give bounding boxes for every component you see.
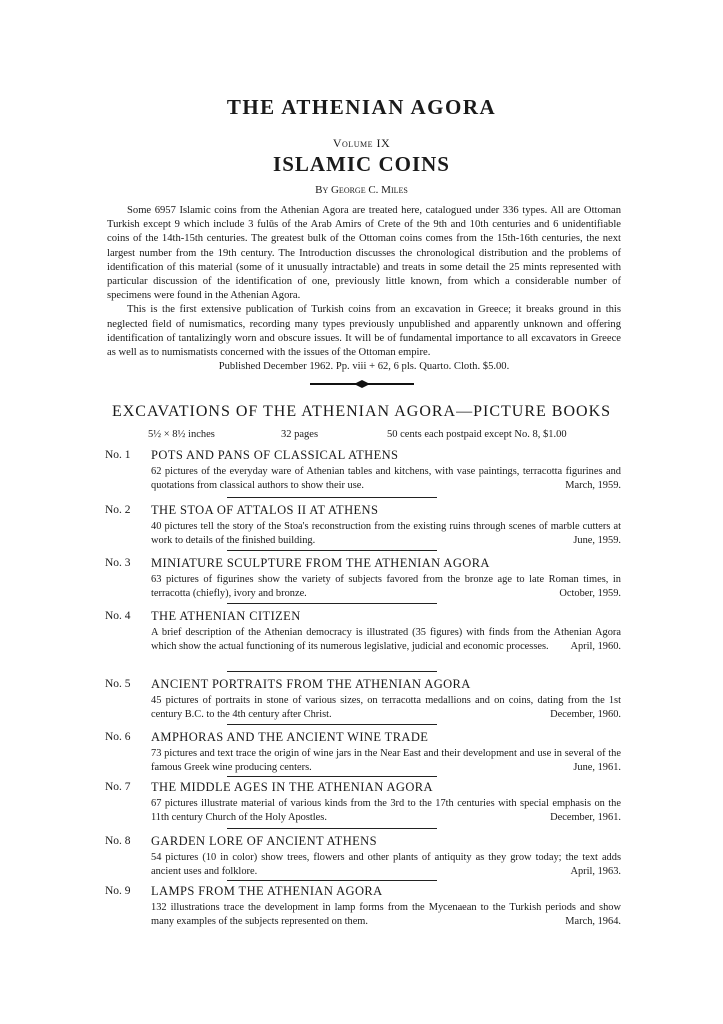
- entry-divider: [227, 776, 437, 777]
- book-description: [151, 520, 621, 548]
- book-number: No. 4: [105, 610, 131, 622]
- book-date: April, 1963.: [570, 865, 621, 877]
- book-title: POTS AND PANS OF CLASSICAL ATHENS: [151, 448, 399, 462]
- book-description: [151, 747, 621, 775]
- book-summary: 54 pictures (10 in color) show trees, flowers and other plants of antiquity as they grow today; the text adds ancient uses and folklore.: [151, 852, 621, 877]
- book-title: THE ATHENIAN CITIZEN: [151, 609, 301, 623]
- ornament-divider: [310, 380, 414, 388]
- book-date: June, 1959.: [573, 534, 621, 546]
- book-date: June, 1961.: [573, 761, 621, 773]
- book-number: No. 8: [105, 835, 131, 847]
- book-summary: A brief description of the Athenian democracy is illustrated (35 figures) with finds from the Athenian Agora which show the actual functioning of its numerous legislative, judicial and economic processes.: [151, 627, 621, 652]
- description-paragraph: This is the first extensive publication of Turkish coins from an excavation in Greece; it breaks ground in this neglected field of numismatics, recording many types previously unpublished and apparently unknown and offering identification of tantalizingly worn and obscure issues. It will be of fundamental importance to all excavators in Greece as well as to numismatists concerned with the issues of the Ottoman empire.: [107, 304, 621, 359]
- entry-divider: [227, 497, 437, 498]
- book-summary: 40 pictures tell the story of the Stoa's reconstruction from the existing ruins through scenes of marble cutters at work to details of the finished building.: [151, 521, 621, 546]
- entry-divider: [227, 671, 437, 672]
- entry-divider: [227, 550, 437, 551]
- book-title: ANCIENT PORTRAITS FROM THE ATHENIAN AGORA: [151, 677, 471, 691]
- book-number: No. 5: [105, 678, 131, 690]
- book-date: March, 1959.: [565, 479, 621, 491]
- book-title: THE STOA OF ATTALOS II AT ATHENS: [151, 503, 379, 517]
- book-description: [151, 694, 621, 722]
- book-description: [151, 573, 621, 601]
- picture-books-title: EXCAVATIONS OF THE ATHENIAN AGORA—PICTURE BOOKS: [111, 403, 612, 420]
- book-date: October, 1959.: [559, 587, 621, 599]
- book-number: No. 7: [105, 781, 131, 793]
- book-date: April, 1960.: [570, 640, 621, 652]
- book-date: March, 1964.: [565, 915, 621, 927]
- page-count: 32 pages: [281, 429, 319, 440]
- entry-divider: [227, 603, 437, 604]
- entry-divider: [227, 880, 437, 881]
- book-description: [151, 626, 621, 654]
- book-title: ISLAMIC COINS: [273, 152, 450, 176]
- book-description: [107, 204, 621, 374]
- book-title: LAMPS FROM THE ATHENIAN AGORA: [151, 884, 383, 898]
- author-byline: By George C. Miles: [315, 184, 408, 196]
- description-paragraph: Some 6957 Islamic coins from the Athenian Agora are treated here, catalogued under 336 types. All are Ottoman Turkish except 9 which include 3 fulūs of the Arab Amirs of Crete of the 9th and 10th centuries and 6 unidentifiable coins of the 14th-15th centuries. The greatest bulk of the Ottoman coins comes from the 15th-16th centuries, the next largest number from the 19th century. The Introduction discusses the chronological distribution and the problems of identification of this material (some of it unusually intractable) and treats in some detail the 25 mints represented with particular discussion of the identification of one, previously little known, from which a considerable number of specimens were found in the Athenian Agora.: [107, 205, 621, 302]
- book-title: THE MIDDLE AGES IN THE ATHENIAN AGORA: [151, 780, 433, 794]
- book-description: [151, 901, 621, 929]
- book-date: December, 1961.: [550, 811, 621, 823]
- series-title: THE ATHENIAN AGORA: [226, 95, 497, 119]
- price-info: 50 cents each postpaid except No. 8, $1.00: [387, 429, 567, 440]
- book-number: No. 6: [105, 731, 131, 743]
- book-description: [151, 797, 621, 825]
- book-number: No. 9: [105, 885, 131, 897]
- book-title: GARDEN LORE OF ANCIENT ATHENS: [151, 834, 377, 848]
- book-summary: 67 pictures illustrate material of various kinds from the 3rd to the 17th centuries with special emphasis on the 11th century Church of the Holy Apostles.: [151, 798, 621, 823]
- book-summary: 45 pictures of portraits in stone of various sizes, on terracotta medallions and on coins, dating from the 1st century B.C. to the 4th century after Christ.: [151, 695, 621, 720]
- book-date: December, 1960.: [550, 708, 621, 720]
- entry-divider: [227, 724, 437, 725]
- book-number: No. 2: [105, 504, 131, 516]
- volume-label: Volume IX: [332, 136, 391, 150]
- publication-info: Published December 1962. Pp. viii + 62, 6 pls. Quarto. Cloth. $5.00.: [218, 361, 510, 373]
- book-summary: 132 illustrations trace the development in lamp forms from the Mycenaean to the Turkish periods and show many examples of the subjects represented on them.: [151, 902, 621, 927]
- book-description: [151, 465, 621, 493]
- book-title: MINIATURE SCULPTURE FROM THE ATHENIAN AGORA: [151, 556, 490, 570]
- book-summary: 63 pictures of figurines show the variety of subjects favored from the bronze age to late Roman times, in terracotta (chiefly), ivory and bronze.: [151, 574, 621, 599]
- book-number: No. 3: [105, 557, 131, 569]
- entry-divider: [227, 828, 437, 829]
- book-size: 5½ × 8½ inches: [148, 429, 215, 440]
- book-description: [151, 851, 621, 879]
- book-title: AMPHORAS AND THE ANCIENT WINE TRADE: [151, 730, 429, 744]
- book-summary: 62 pictures of the everyday ware of Athenian tables and kitchens, with vase paintings, terracotta figurines and quotations from classical authors to show their use.: [151, 466, 621, 491]
- book-summary: 73 pictures and text trace the origin of wine jars in the Near East and their development and use in several of the famous Greek wine producing centers.: [151, 748, 621, 773]
- book-number: No. 1: [105, 449, 131, 461]
